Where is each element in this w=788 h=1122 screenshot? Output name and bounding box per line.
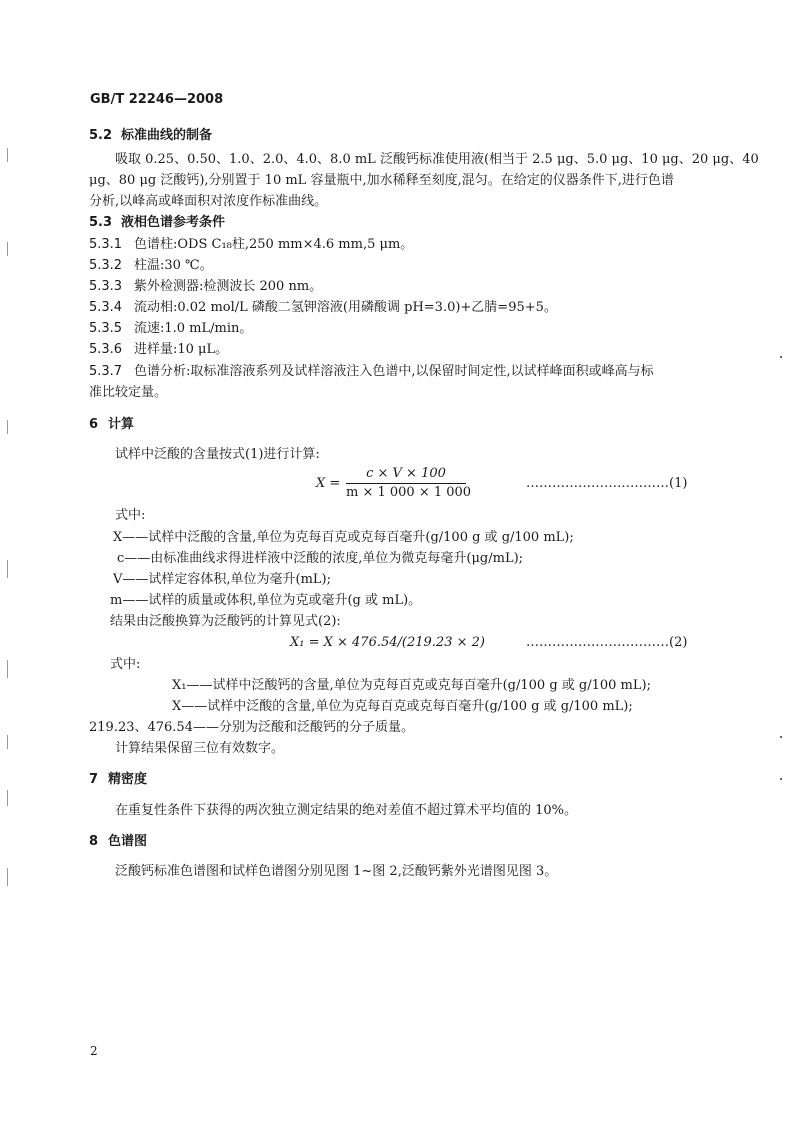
clause-number: 5.3.4 — [89, 300, 123, 315]
variable-definition: 219.23、476.54——分别为泛酸和泛酸钙的分子质量。 — [89, 720, 414, 735]
clause-text: 进样量:10 μL。 — [134, 342, 229, 357]
variable-definition: V——试样定容体积,单位为毫升(mL); — [113, 572, 332, 587]
variable-definition: X——试样中泛酸的含量,单位为克每百克或克每百毫升(g/100 g 或 g/100 mL); — [113, 530, 574, 545]
standard-number: GB/T 22246—2008 — [90, 92, 224, 107]
scan-dot — [780, 736, 782, 738]
section-5-3-number: 5.3 — [89, 215, 113, 230]
paragraph-line: 在重复性条件下获得的两次独立测定结果的绝对差值不超过算术平均值的 10%。 — [115, 803, 578, 818]
variable-definition: X₁——试样中泛酸钙的含量,单位为克每百克或克每百毫升(g/100 g 或 g/100 mL); — [172, 678, 651, 693]
clause-number: 5.3.3 — [89, 279, 123, 294]
equation-1-lhs: X = — [316, 476, 341, 491]
scan-mark — [7, 790, 8, 806]
fraction-bar — [346, 483, 466, 484]
clause-text: 柱温:30 ℃。 — [134, 258, 213, 273]
variable-definition: X——试样中泛酸的含量,单位为克每百克或克每百毫升(g/100 g 或 g/100 mL); — [172, 699, 633, 714]
where-label: 式中: — [115, 508, 146, 523]
paragraph-line: 结果由泛酸换算为泛酸钙的计算见式(2): — [110, 614, 341, 629]
section-6-number: 6 — [89, 417, 99, 432]
clause-text: 流速:1.0 mL/min。 — [134, 321, 253, 336]
clause-text-continued: 准比较定量。 — [89, 385, 168, 400]
clause-number: 5.3.2 — [89, 258, 123, 273]
scan-mark — [7, 420, 8, 434]
paragraph-line: 计算结果保留三位有效数字。 — [115, 741, 285, 756]
clause-text: 流动相:0.02 mol/L 磷酸二氢钾溶液(用磷酸调 pH=3.0)+乙腈=95+5。 — [134, 300, 557, 315]
section-7-title: 精密度 — [108, 772, 148, 787]
section-6-title: 计算 — [108, 417, 135, 432]
clause-text: 色谱柱:ODS C₁₈柱,250 mm×4.6 mm,5 μm。 — [134, 237, 414, 252]
paragraph-line: μg、80 μg 泛酸钙),分别置于 10 mL 容量瓶中,加水稀释至刻度,混匀。在给定的仪器条件下,进行色谱 — [89, 173, 674, 188]
section-7-number: 7 — [89, 772, 99, 787]
paragraph-line: 泛酸钙标准色谱图和试样色谱图分别见图 1~图 2,泛酸钙紫外光谱图见图 3。 — [115, 864, 558, 879]
section-5-2-number: 5.2 — [89, 128, 113, 143]
paragraph-line: 分析,以峰高或峰面积对浓度作标准曲线。 — [89, 194, 328, 209]
scan-dot — [780, 356, 782, 358]
clause-number: 5.3.5 — [89, 321, 123, 336]
equation-1-denominator: m × 1 000 × 1 000 — [346, 485, 472, 500]
scan-mark — [7, 735, 8, 749]
equation-1-numerator: c × V × 100 — [366, 466, 446, 481]
clause-text: 色谱分析:取标准溶液系列及试样溶液注入色谱中,以保留时间定性,以试样峰面积或峰高与标 — [134, 364, 654, 379]
clause-number: 5.3.7 — [89, 364, 123, 379]
clause-number: 5.3.1 — [89, 237, 123, 252]
scan-mark — [7, 242, 8, 256]
scan-mark — [7, 868, 8, 886]
equation-2-expression: X₁ = X × 476.54/(219.23 × 2) — [290, 635, 485, 650]
section-5-3-title: 液相色谱参考条件 — [121, 215, 226, 230]
equation-1-fraction — [346, 466, 472, 501]
equation-1-tag: ……………………………(1) — [526, 476, 688, 491]
section-5-2-title: 标准曲线的制备 — [121, 128, 213, 143]
clause-number: 5.3.6 — [89, 342, 123, 357]
section-8-number: 8 — [89, 834, 99, 849]
page-number: 2 — [90, 1044, 98, 1058]
clause-text: 紫外检测器:检测波长 200 nm。 — [134, 279, 323, 294]
section-8-title: 色谱图 — [108, 834, 148, 849]
variable-definition: c——由标准曲线求得进样液中泛酸的浓度,单位为微克每毫升(μg/mL); — [117, 551, 524, 566]
scan-mark — [7, 660, 8, 678]
scan-mark — [7, 148, 8, 162]
paragraph-line: 吸取 0.25、0.50、1.0、2.0、4.0、8.0 mL 泛酸钙标准使用液(相当于 2.5 μg、5.0 μg、10 μg、20 μg、40 — [115, 152, 759, 167]
variable-definition: m——试样的质量或体积,单位为克或毫升(g 或 mL)。 — [110, 593, 422, 608]
where-label: 式中: — [110, 657, 141, 672]
equation-2-tag: ……………………………(2) — [526, 635, 688, 650]
scan-mark — [7, 560, 8, 578]
paragraph-line: 试样中泛酸的含量按式(1)进行计算: — [115, 447, 320, 462]
scan-dot — [780, 778, 782, 780]
